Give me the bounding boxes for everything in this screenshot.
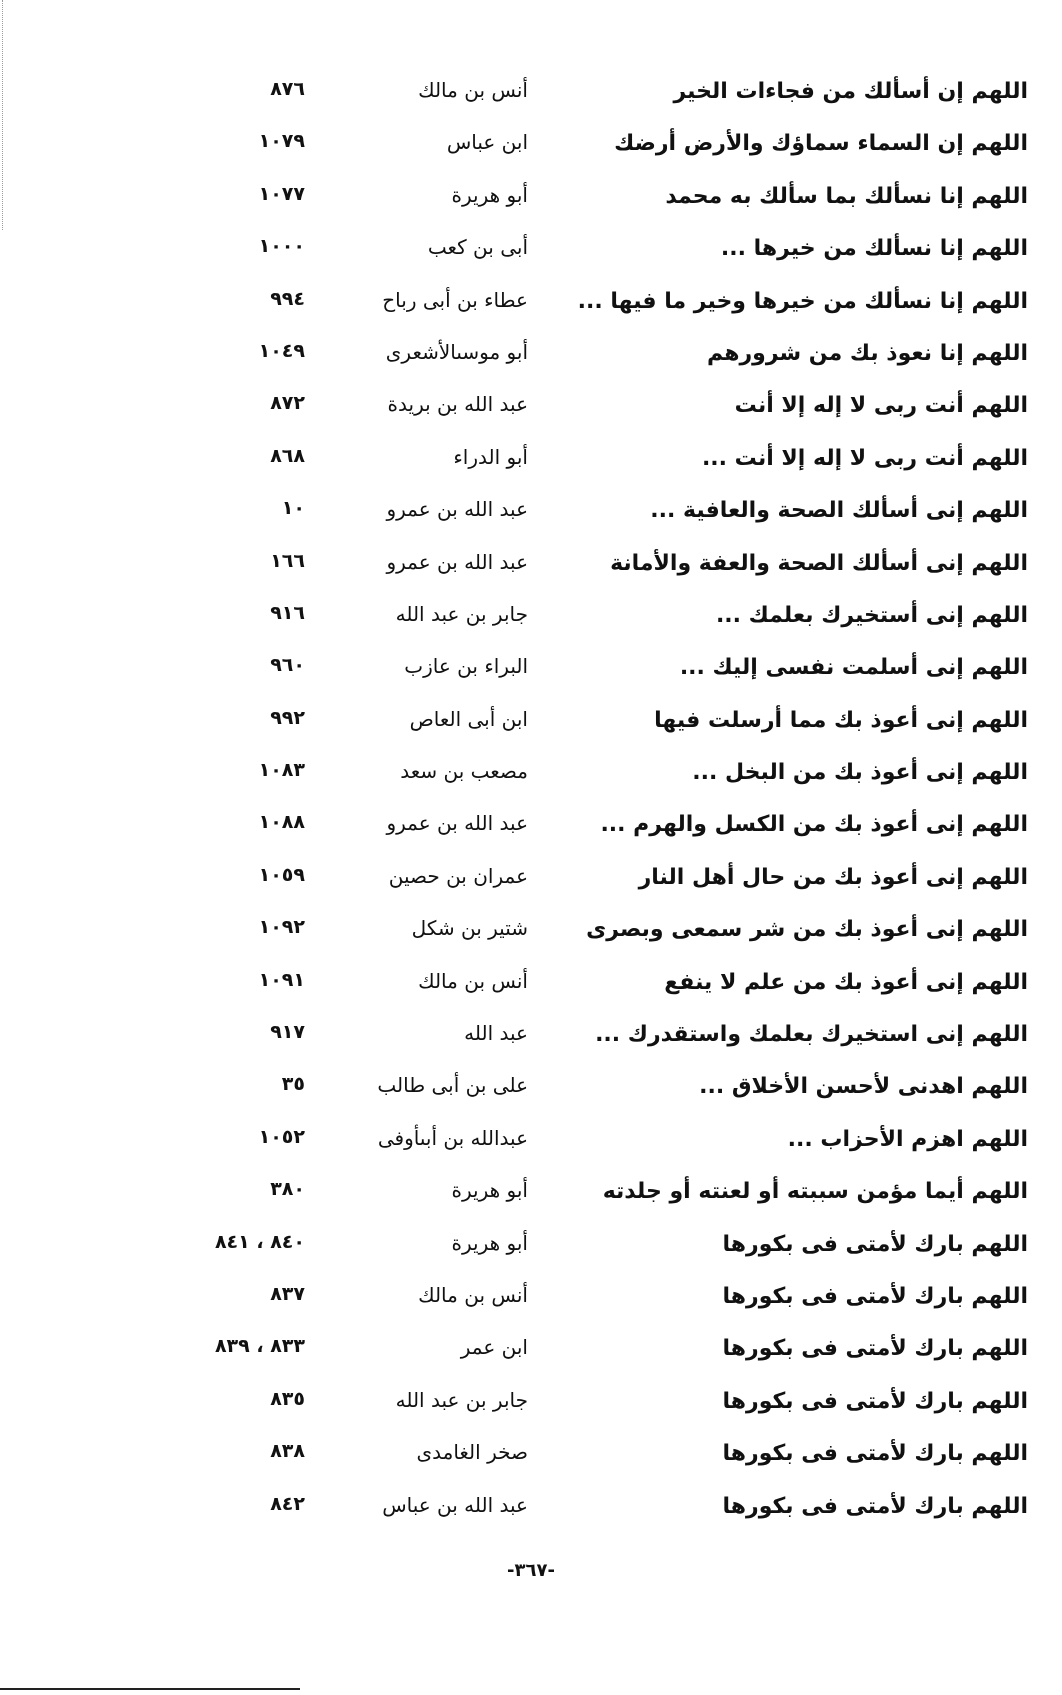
hadith-phrase: اللهم اهدنى لأحسن الأخلاق ... [699,1074,1028,1100]
index-row [0,122,1062,174]
index-row [0,1380,1062,1432]
reference-numbers: ٨٣٣ ، ٨٣٩ [214,1335,305,1358]
page-number: -٣٦٧- [507,1560,555,1581]
reference-numbers: ٨٣٥ [270,1387,305,1410]
narrator-name: شتير بن شكل [411,916,528,941]
hadith-phrase: اللهم إنى أعوذ بك مما أرسلت فيها [654,707,1028,733]
narrator-name: عبدالله بن أبىأوفى [377,1125,528,1150]
reference-numbers: ٩٦٠ [270,654,305,677]
narrator-name: أبو الدراء [453,444,528,469]
reference-numbers: ١٠٩٢ [258,916,305,939]
narrator-name: ابن عمر [460,1335,528,1360]
hadith-phrase: اللهم إنى أعوذ بك من حال أهل النار [638,864,1028,890]
index-row [0,1275,1062,1327]
index-row [0,1170,1062,1222]
reference-numbers: ١٠٥٩ [258,863,305,886]
index-row [0,1065,1062,1117]
hadith-phrase: اللهم بارك لأمتى فى بكورها [722,1336,1028,1362]
index-row [0,1327,1062,1379]
hadith-phrase: اللهم أنت ربى لا إله إلا أنت [734,393,1028,419]
hadith-phrase: اللهم أيما مؤمن سببته أو لعنته أو جلدته [602,1179,1028,1205]
index-row [0,1432,1062,1484]
reference-numbers: ٣٥ [281,1073,305,1096]
narrator-name: أبو هريرة [451,1230,528,1255]
narrator-name: عبد الله بن عمرو [386,811,528,836]
narrator-name: ابن عباس [446,130,528,155]
hadith-phrase: اللهم إنا نسألك من خيرها وخير ما فيها ... [577,288,1028,314]
hadith-phrase: اللهم إن السماء سماؤك والأرض أرضك [614,131,1028,157]
index-row [0,961,1062,1013]
narrator-name: عبد الله بن بريدة [387,392,528,417]
hadith-phrase: اللهم إنى أعوذ بك من شر سمعى وبصرى [586,917,1028,943]
narrator-name: عبد الله [464,1021,528,1046]
reference-numbers: ١٠ [281,497,305,520]
narrator-name: البراء بن عازب [404,654,528,679]
index-row [0,594,1062,646]
index-row [0,489,1062,541]
index-row [0,751,1062,803]
reference-numbers: ١٠٤٩ [258,339,305,362]
index-row [0,1223,1062,1275]
hadith-phrase: اللهم إنى أستخيرك بعلمك ... [715,602,1028,628]
hadith-phrase: اللهم إنى أسألك الصحة والعفة والأمانة [610,550,1028,576]
reference-numbers: ١٠٥٢ [258,1125,305,1148]
reference-numbers: ١٦٦ [270,549,305,572]
hadith-phrase: اللهم أنت ربى لا إله إلا أنت ... [701,445,1028,471]
index-row [0,856,1062,908]
reference-numbers: ٨٣٨ [270,1440,305,1463]
narrator-name: عبد الله بن عمرو [386,497,528,522]
reference-numbers: ٩٩٢ [270,706,305,729]
hadith-phrase: اللهم إنى أعوذ بك من البخل ... [692,760,1028,786]
index-row [0,384,1062,436]
hadith-phrase: اللهم إنى استخيرك بعلمك واستقدرك ... [595,1022,1028,1048]
narrator-name: عبد الله بن عباس [382,1492,528,1517]
reference-numbers: ٨٧٢ [270,392,305,415]
narrator-name: أبى بن كعب [427,235,528,260]
index-row [0,437,1062,489]
narrator-name: أبو هريرة [451,182,528,207]
index-row [0,699,1062,751]
hadith-phrase: اللهم إنى أسلمت نفسى إليك ... [679,655,1028,681]
hadith-phrase: اللهم بارك لأمتى فى بكورها [722,1283,1028,1309]
index-row [0,280,1062,332]
hadith-phrase: اللهم بارك لأمتى فى بكورها [722,1441,1028,1467]
hadith-phrase: اللهم اهزم الأحزاب ... [787,1126,1028,1152]
reference-numbers: ٩١٧ [270,1021,305,1044]
narrator-name: أنس بن مالك [418,78,528,102]
reference-numbers: ١٠٠٠ [258,235,305,258]
reference-numbers: ٨٧٦ [270,78,305,100]
reference-numbers: ٨٦٨ [270,444,305,467]
hadith-phrase: اللهم بارك لأمتى فى بكورها [722,1493,1028,1519]
reference-numbers: ١٠٩١ [258,968,305,991]
reference-numbers: ١٠٨٣ [258,759,305,782]
index-row [0,542,1062,594]
index-row [0,1118,1062,1170]
narrator-name: عطاء بن أبى رباح [382,287,528,312]
hadith-phrase: اللهم إنى أعوذ بك من الكسل والهرم ... [600,812,1028,838]
hadith-phrase: اللهم إنى أسألك الصحة والعافية ... [650,498,1028,524]
reference-numbers: ١٠٨٨ [258,811,305,834]
hadith-phrase: اللهم بارك لأمتى فى بكورها [722,1388,1028,1414]
narrator-name: عبد الله بن عمرو [386,549,528,574]
index-row [0,803,1062,855]
index-row [0,227,1062,279]
hadith-phrase: اللهم إنا نسألك بما سألك به محمد [665,183,1028,209]
narrator-name: صخر الغامدى [416,1440,528,1465]
narrator-name: أنس بن مالك [418,968,528,993]
reference-numbers: ٣٨٠ [270,1178,305,1201]
index-row [0,332,1062,384]
narrator-name: أبو هريرة [451,1178,528,1203]
index-list [0,70,1062,1537]
reference-numbers: ٨٤٠ ، ٨٤١ [214,1230,305,1253]
index-row [0,908,1062,960]
narrator-name: على بن أبى طالب [377,1073,528,1098]
index-row [0,646,1062,698]
narrator-name: جابر بن عبد الله [395,601,528,626]
reference-numbers: ١٠٧٩ [258,130,305,153]
reference-numbers: ٩١٦ [270,601,305,624]
index-row [0,1013,1062,1065]
hadith-phrase: اللهم إن أسألك من فجاءات الخير [673,79,1028,104]
narrator-name: جابر بن عبد الله [395,1387,528,1412]
reference-numbers: ٨٣٧ [270,1282,305,1305]
narrator-name: عمران بن حصين [388,863,528,888]
narrator-name: مصعب بن سعد [400,759,528,784]
index-row [0,1485,1062,1537]
narrator-name: ابن أبى العاص [409,706,528,731]
index-row [0,175,1062,227]
narrator-name: أبو موسىالأشعرى [385,339,528,364]
reference-numbers: ٨٤٢ [270,1492,305,1515]
footnote-rule [0,1688,300,1690]
reference-numbers: ١٠٧٧ [258,182,305,205]
hadith-phrase: اللهم إنى أعوذ بك من علم لا ينفع [664,969,1028,995]
hadith-phrase: اللهم إنا نعوذ بك من شرورهم [706,340,1028,366]
hadith-phrase: اللهم بارك لأمتى فى بكورها [722,1231,1028,1257]
narrator-name: أنس بن مالك [418,1282,528,1307]
hadith-phrase: اللهم إنا نسألك من خيرها ... [720,236,1028,262]
index-row [0,70,1062,122]
reference-numbers: ٩٩٤ [270,287,305,310]
